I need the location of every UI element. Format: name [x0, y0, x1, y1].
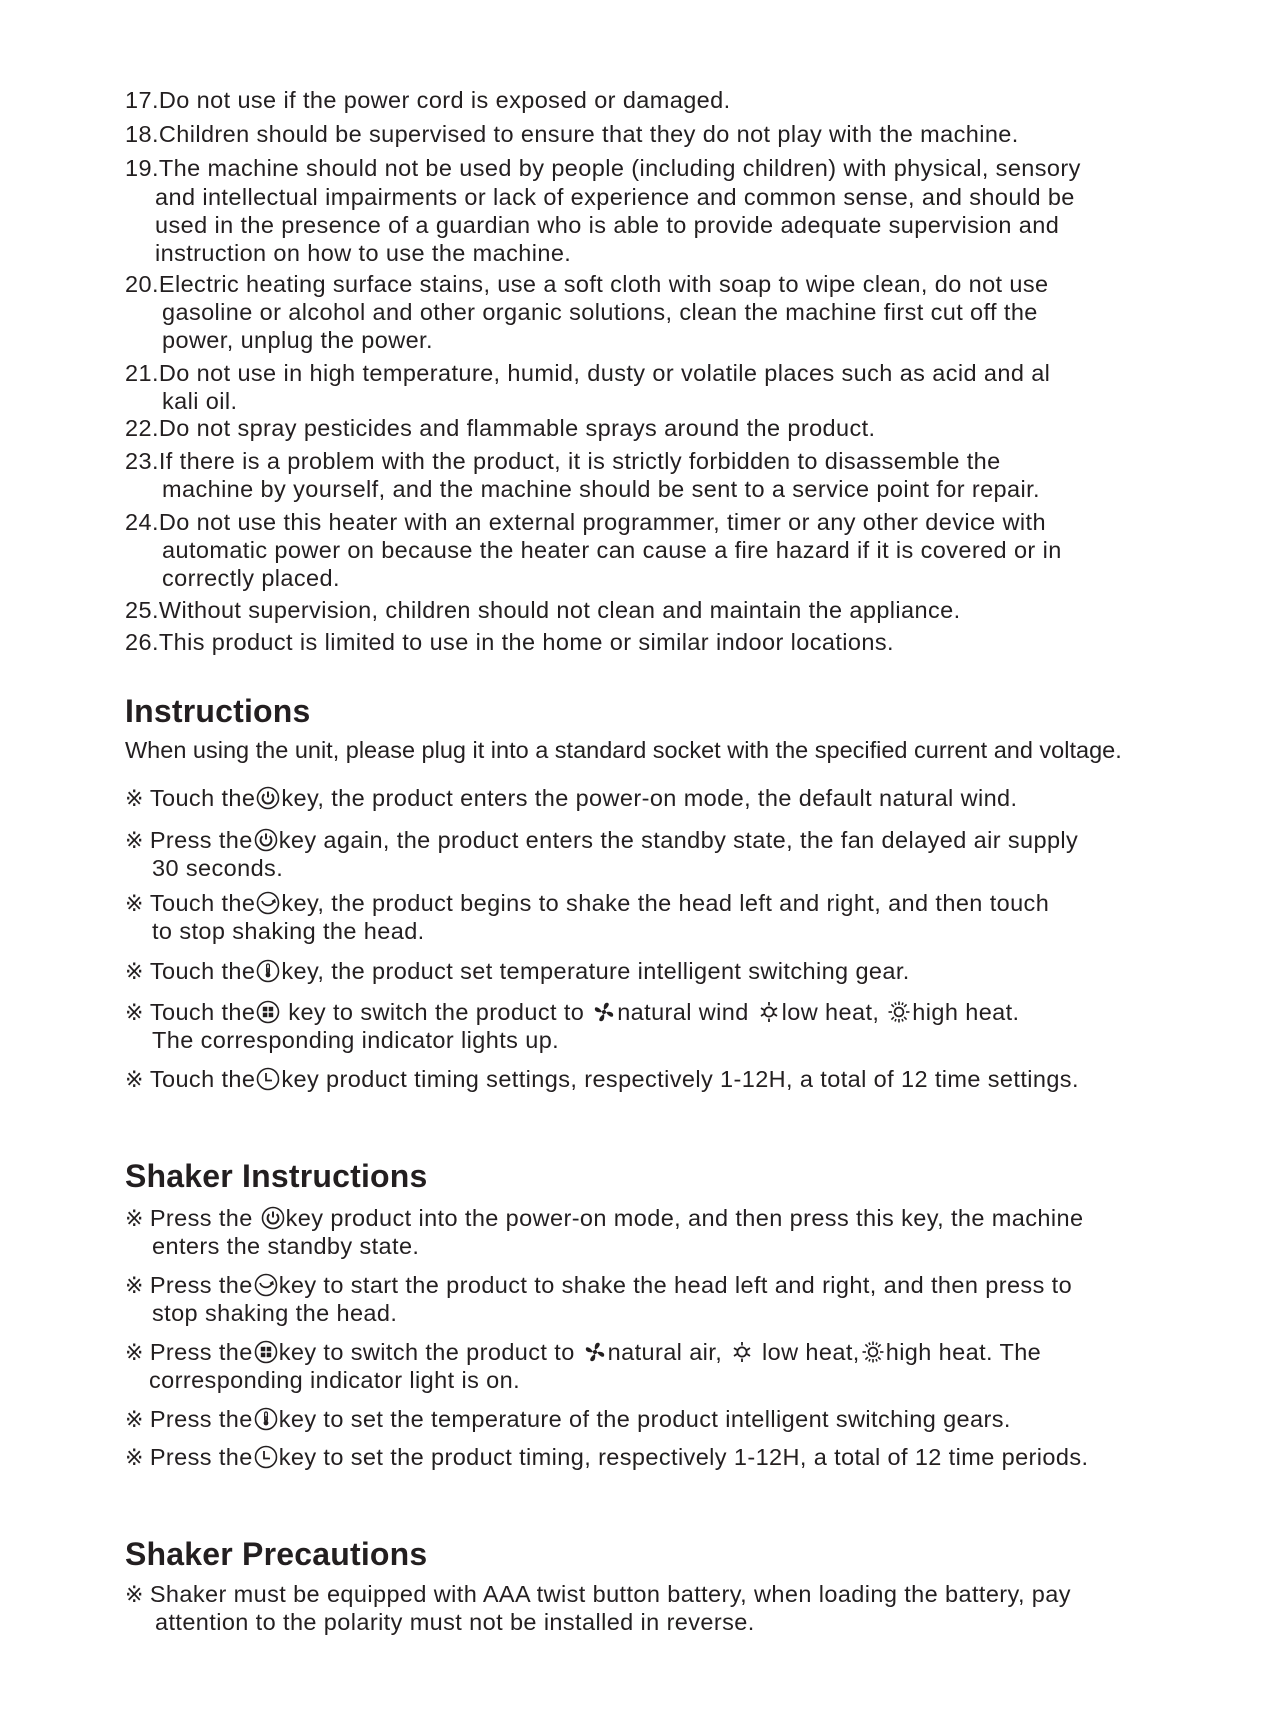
bullet-mark: ※ — [125, 1582, 144, 1607]
instructions-heading: Instructions — [125, 693, 311, 729]
shaker-instructions-heading: Shaker Instructions — [125, 1158, 428, 1194]
shaker-item-temperature: ※ Press the key to set the temperature of the product intelligent switching gears. — [125, 1406, 1011, 1432]
thermometer-icon — [254, 1407, 278, 1431]
instruction-item-standby-cont: 30 seconds. — [152, 855, 284, 881]
precaution-item-battery: ※ Shaker must be equipped with AAA twist button battery, when loading the battery, pay — [125, 1581, 1071, 1607]
safety-item-21: 21.Do not use in high temperature, humid, dusty or volatile places such as acid and al — [125, 360, 1051, 386]
shaker-item-power-cont: enters the standby state. — [152, 1233, 420, 1259]
bullet-mark: ※ — [125, 1407, 144, 1432]
bullet-mark: ※ — [125, 1000, 144, 1025]
shaker-precautions-heading: Shaker Precautions — [125, 1536, 428, 1572]
safety-item-19-line-3: used in the presence of a guardian who is able to provide adequate supervision and — [155, 212, 1060, 238]
shaker-item-mode-cont: corresponding indicator light is on. — [149, 1367, 521, 1393]
safety-item-24: 24.Do not use this heater with an external programmer, timer or any other device with — [125, 509, 1046, 535]
bullet-mark: ※ — [125, 1206, 144, 1231]
low-heat-icon — [757, 1000, 781, 1024]
power-icon — [256, 786, 280, 810]
timer-icon — [254, 1445, 278, 1469]
oscillate-icon — [256, 891, 280, 915]
mode-icon — [256, 1000, 280, 1024]
safety-item-24-line-3: correctly placed. — [162, 565, 340, 591]
safety-item-23-line-2: machine by yourself, and the machine should be sent to a service point for repair. — [162, 476, 1040, 502]
high-heat-icon — [887, 1000, 911, 1024]
shaker-item-power: ※ Press the key product into the power-on mode, and then press this key, the machine — [125, 1205, 1084, 1231]
safety-item-21-line-2: kali oil. — [162, 388, 238, 414]
instruction-item-mode: ※ Touch the key to switch the product to natural wind low heat, high heat. — [125, 999, 1020, 1025]
safety-item-17: 17.Do not use if the power cord is exposed or damaged. — [125, 87, 731, 113]
shaker-item-oscillate: ※ Press the key to start the product to shake the head left and right, and then press to — [125, 1272, 1073, 1298]
precaution-item-battery-cont: attention to the polarity must not be installed in reverse. — [155, 1609, 755, 1635]
instruction-item-temperature: ※ Touch the key, the product set temperature intelligent switching gear. — [125, 958, 910, 984]
timer-icon — [256, 1067, 280, 1091]
safety-item-20: 20.Electric heating surface stains, use a soft cloth with soap to wipe clean, do not use — [125, 271, 1049, 297]
bullet-mark: ※ — [125, 828, 144, 853]
safety-item-18: 18.Children should be supervised to ensure that they do not play with the machine. — [125, 121, 1019, 147]
safety-item-25: 25.Without supervision, children should not clean and maintain the appliance. — [125, 597, 961, 623]
bullet-mark: ※ — [125, 891, 144, 916]
instruction-item-oscillate: ※ Touch the key, the product begins to shake the head left and right, and then touch — [125, 890, 1050, 916]
mode-icon — [254, 1340, 278, 1364]
fan-icon — [592, 1000, 616, 1024]
bullet-mark: ※ — [125, 1445, 144, 1470]
instruction-item-power-on: ※ Touch the key, the product enters the power-on mode, the default natural wind. — [125, 785, 1018, 811]
shaker-item-oscillate-cont: stop shaking the head. — [152, 1300, 398, 1326]
instruction-item-timer: ※ Touch the key product timing settings, respectively 1-12H, a total of 12 time settings. — [125, 1066, 1079, 1092]
oscillate-icon — [254, 1273, 278, 1297]
safety-item-26: 26.This product is limited to use in the home or similar indoor locations. — [125, 629, 894, 655]
safety-item-20-line-2: gasoline or alcohol and other organic solutions, clean the machine first cut off the — [162, 299, 1038, 325]
shaker-item-mode: ※ Press the key to switch the product to natural air, low heat, high heat. The — [125, 1339, 1042, 1365]
bullet-mark: ※ — [125, 1340, 144, 1365]
shaker-item-timer: ※ Press the key to set the product timing, respectively 1-12H, a total of 12 time periods. — [125, 1444, 1089, 1470]
power-icon — [261, 1206, 285, 1230]
safety-item-19: 19.The machine should not be used by people (including children) with physical, sensory — [125, 155, 1081, 181]
instruction-item-mode-cont: The corresponding indicator lights up. — [152, 1027, 560, 1053]
bullet-mark: ※ — [125, 786, 144, 811]
instruction-item-oscillate-cont: to stop shaking the head. — [152, 918, 425, 944]
instructions-intro: When using the unit, please plug it into a standard socket with the specified current and voltage. — [125, 737, 1122, 763]
safety-item-19-line-2: and intellectual impairments or lack of experience and common sense, and should be — [155, 184, 1075, 210]
bullet-mark: ※ — [125, 1067, 144, 1092]
safety-item-20-line-3: power, unplug the power. — [162, 327, 433, 353]
fan-icon — [583, 1340, 607, 1364]
bullet-mark: ※ — [125, 1273, 144, 1298]
instruction-item-standby: ※ Press the key again, the product enters the standby state, the fan delayed air supply — [125, 827, 1079, 853]
low-heat-icon — [730, 1340, 754, 1364]
power-icon — [254, 828, 278, 852]
bullet-mark: ※ — [125, 959, 144, 984]
safety-item-24-line-2: automatic power on because the heater can cause a fire hazard if it is covered or in — [162, 537, 1062, 563]
safety-item-22: 22.Do not spray pesticides and flammable sprays around the product. — [125, 415, 876, 441]
safety-item-19-line-4: instruction on how to use the machine. — [155, 240, 572, 266]
safety-item-23: 23.If there is a problem with the product, it is strictly forbidden to disassemble the — [125, 448, 1001, 474]
thermometer-icon — [256, 959, 280, 983]
high-heat-icon — [861, 1340, 885, 1364]
